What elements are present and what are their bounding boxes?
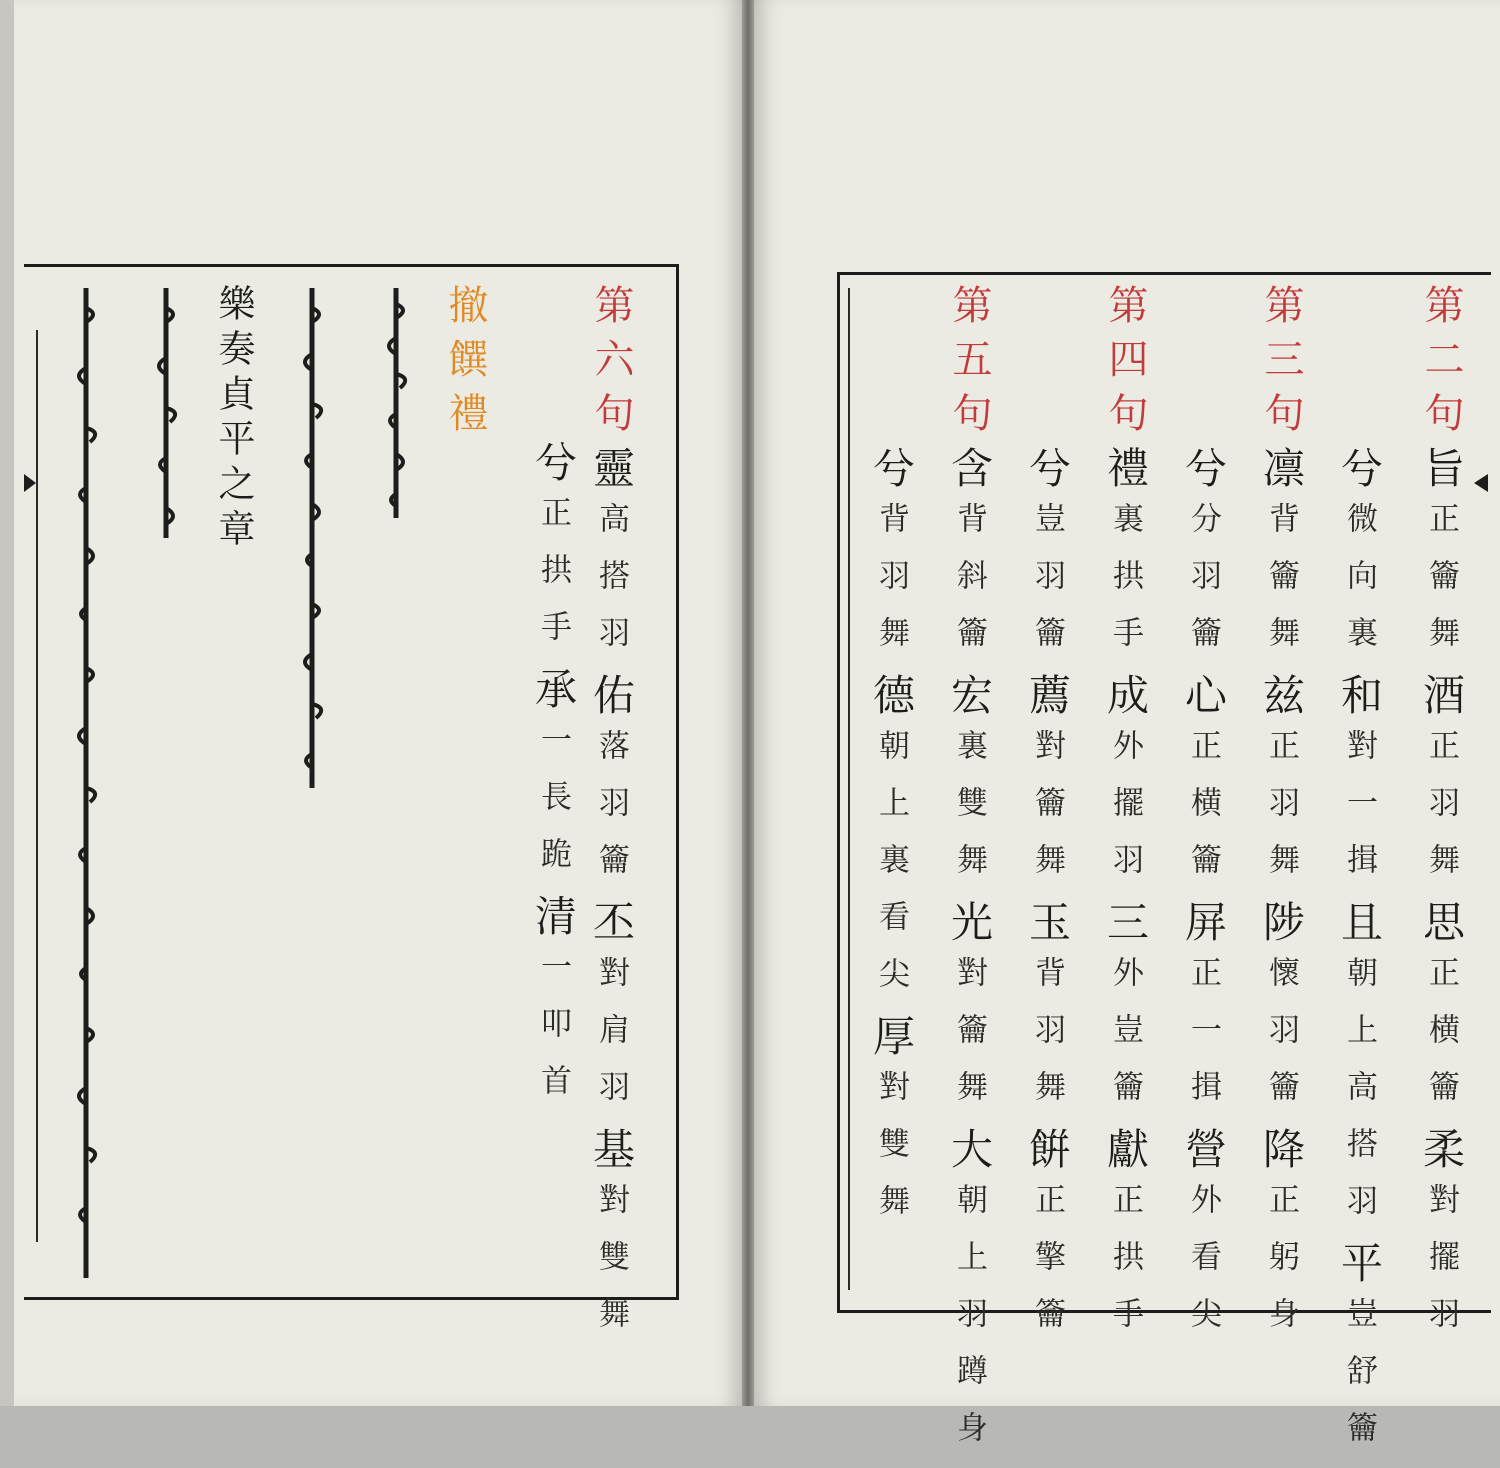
book-edge [0, 0, 14, 1406]
fifth-heading: 第五句 [946, 284, 992, 446]
lyric-character: 屏 [1179, 900, 1228, 956]
dance-instruction: 對雙舞 [593, 1183, 629, 1354]
third-heading: 第三句 [1258, 284, 1304, 446]
dance-instruction: 背羽舞 [873, 502, 909, 673]
dance-instruction: 朝上高搭羽 [1341, 956, 1377, 1241]
dance-instruction: 微向裏 [1341, 502, 1377, 673]
dance-instruction: 一叩首 [535, 950, 571, 1121]
second-heading: 第二句 [1418, 284, 1464, 446]
lyric-character: 佑 [587, 673, 636, 729]
lyric-character: 平 [1335, 1241, 1384, 1297]
fishtail-mark [24, 474, 36, 492]
dance-instruction: 背籥舞 [1263, 502, 1299, 673]
dance-instruction: 分羽籥 [1185, 502, 1221, 673]
music-note: 樂奏貞平之章 [212, 284, 255, 554]
dance-instruction: 對籥舞 [951, 956, 987, 1127]
sixth-line-b [526, 440, 580, 1121]
dance-instruction: 懷羽籥 [1263, 956, 1299, 1127]
dance-instruction: 朝上裏看尖 [873, 729, 909, 1014]
music-note-column [206, 284, 260, 554]
manchu-script-column-4 [64, 284, 108, 1284]
dance-instruction: 高搭羽 [593, 502, 629, 673]
lyric-character: 凛 [1257, 446, 1306, 502]
dance-instruction: 落羽籥 [593, 729, 629, 900]
lyric-character: 獻 [1101, 1127, 1150, 1183]
lyric-character: 和 [1335, 673, 1384, 729]
lyric-character: 且 [1335, 900, 1384, 956]
dance-instruction: 正擎籥 [1029, 1183, 1065, 1354]
sixth-heading: 第六句 [588, 284, 634, 446]
lyric-character: 餠 [1023, 1127, 1072, 1183]
dance-instruction: 正籥舞 [1423, 502, 1459, 673]
title-column [438, 284, 492, 446]
lyric-character: 兮 [1023, 446, 1072, 502]
lyric-character: 心 [1179, 673, 1228, 729]
second-line-a [1414, 284, 1468, 1354]
lyric-character: 含 [945, 446, 994, 502]
dance-instruction: 豈舒籥 [1341, 1297, 1377, 1468]
fifth-line-a [942, 284, 996, 1468]
lyric-character: 德 [867, 673, 916, 729]
lyric-character: 承 [529, 667, 578, 723]
dance-instruction: 朝上羽蹲身 [951, 1183, 987, 1468]
lyric-character: 柔 [1417, 1127, 1466, 1183]
second-line-b [1332, 446, 1386, 1468]
fourth-line-b [1020, 446, 1074, 1354]
lyric-character: 宏 [945, 673, 994, 729]
dance-instruction: 外豈籥 [1107, 956, 1143, 1127]
dance-instruction: 對籥舞 [1029, 729, 1065, 900]
right-column-rule [848, 288, 850, 1290]
dance-instruction: 正羽舞 [1263, 729, 1299, 900]
dance-instruction: 裏拱手 [1107, 502, 1143, 673]
left-page-frame [24, 264, 679, 1300]
lyric-character: 成 [1101, 673, 1150, 729]
dance-instruction: 一長跪 [535, 723, 571, 894]
lyric-character: 大 [945, 1127, 994, 1183]
lyric-character: 思 [1417, 900, 1466, 956]
dance-instruction: 背羽舞 [1029, 956, 1065, 1127]
lyric-character: 玉 [1023, 900, 1072, 956]
lyric-character: 基 [587, 1127, 636, 1183]
lyric-character: 降 [1257, 1127, 1306, 1183]
dance-instruction: 正拱手 [1107, 1183, 1143, 1354]
lyric-character: 兹 [1257, 673, 1306, 729]
lyric-character: 丕 [587, 900, 636, 956]
lyric-character: 營 [1179, 1127, 1228, 1183]
sixth-line-a [584, 284, 638, 1354]
fishtail-mark-right [1474, 474, 1488, 492]
left-page [14, 0, 742, 1406]
book-gutter [742, 0, 754, 1406]
lyric-character: 靈 [587, 446, 636, 502]
lyric-character: 兮 [529, 440, 578, 496]
fourth-line-a [1098, 284, 1152, 1354]
lyric-character: 厚 [867, 1014, 916, 1070]
lyric-character: 酒 [1417, 673, 1466, 729]
manchu-script-column-3 [144, 284, 188, 544]
third-line-a [1254, 284, 1308, 1354]
manchu-script-column-1 [374, 284, 418, 524]
right-page [754, 0, 1500, 1468]
dance-instruction: 對肩羽 [593, 956, 629, 1127]
lyric-character: 旨 [1417, 446, 1466, 502]
lyric-character: 三 [1101, 900, 1150, 956]
lyric-character: 光 [945, 900, 994, 956]
lyric-character: 陟 [1257, 900, 1306, 956]
left-column-rule [36, 330, 38, 1242]
right-page-frame [837, 272, 1491, 1313]
lyric-character: 禮 [1101, 446, 1150, 502]
dance-instruction: 正躬身 [1263, 1183, 1299, 1354]
third-line-b [1176, 446, 1230, 1354]
dance-instruction: 正拱手 [535, 496, 571, 667]
lyric-character: 兮 [1335, 446, 1384, 502]
dance-instruction: 正一揖 [1185, 956, 1221, 1127]
dance-instruction: 外看尖 [1185, 1183, 1221, 1354]
dance-instruction: 對雙舞 [873, 1070, 909, 1241]
fifth-line-b [864, 446, 918, 1241]
dance-instruction: 正横籥 [1423, 956, 1459, 1127]
lyric-character: 兮 [1179, 446, 1228, 502]
dance-instruction: 背斜籥 [951, 502, 987, 673]
dance-instruction: 外擺羽 [1107, 729, 1143, 900]
dance-instruction: 正横籥 [1185, 729, 1221, 900]
lyric-character: 兮 [867, 446, 916, 502]
fourth-heading: 第四句 [1102, 284, 1148, 446]
manchu-script-column-2 [290, 284, 334, 794]
dance-instruction: 裏雙舞 [951, 729, 987, 900]
dance-instruction: 對一揖 [1341, 729, 1377, 900]
che-zhuan-li-heading: 撤饌禮 [442, 284, 488, 446]
lyric-character: 薦 [1023, 673, 1072, 729]
dance-instruction: 正羽舞 [1423, 729, 1459, 900]
dance-instruction: 對擺羽 [1423, 1183, 1459, 1354]
lyric-character: 清 [529, 894, 578, 950]
dance-instruction: 豈羽籥 [1029, 502, 1065, 673]
